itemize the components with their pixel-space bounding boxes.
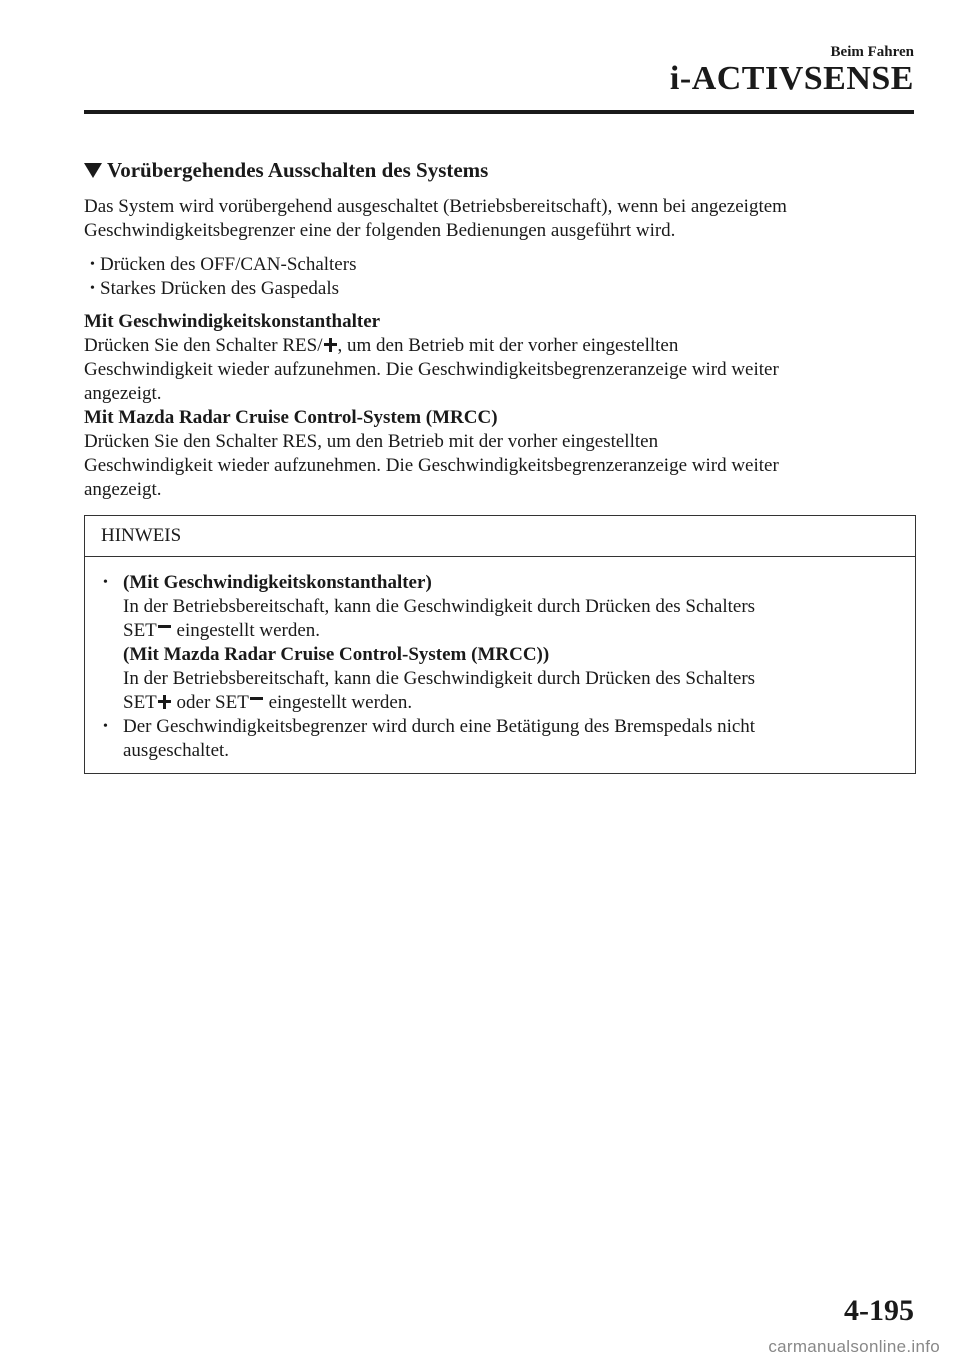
plus-icon bbox=[158, 695, 171, 709]
note-item bbox=[101, 571, 899, 715]
condition-list bbox=[84, 253, 914, 301]
note-heading: Mit Mazda Radar Cruise Control-System (MRCC) bbox=[129, 644, 543, 665]
triangle-down-icon bbox=[84, 163, 102, 178]
minus-icon bbox=[250, 695, 263, 709]
section-heading bbox=[84, 158, 914, 182]
bullet-dot: • bbox=[103, 575, 108, 590]
list-item: • Drücken des OFF/CAN-Schalters bbox=[90, 253, 914, 277]
list-item: • Starkes Drücken des Gaspedals bbox=[90, 277, 914, 301]
mrcc-text: angezeigt. bbox=[84, 479, 162, 500]
note-text: SET bbox=[123, 620, 157, 641]
note-box bbox=[84, 515, 916, 774]
note-title: HINWEIS bbox=[85, 516, 915, 557]
mrcc-text: Geschwindigkeit wieder aufzunehmen. Die Geschwindigkeitsbegrenzeranzeige wird weiter bbox=[84, 455, 779, 476]
page-content bbox=[84, 158, 914, 774]
header-title: i-ACTIVSENSE bbox=[669, 60, 914, 97]
minus-icon bbox=[158, 623, 171, 637]
note-text: In der Betriebsbereitschaft, kann die Geschwindigkeit durch Drücken des Schalters bbox=[123, 668, 756, 689]
intro-line: Geschwindigkeitsbegrenzer eine der folgenden Bedienungen ausgeführt wird. bbox=[84, 220, 676, 241]
note-heading: Mit Geschwindigkeitskonstanthalter bbox=[129, 572, 426, 593]
cruise-text: angezeigt. bbox=[84, 383, 162, 404]
note-text: ausgeschaltet. bbox=[123, 740, 230, 761]
intro-line: Das System wird vorübergehend ausgeschaltet (Betriebsbereitschaft), wenn bei angezeigtem bbox=[84, 196, 787, 217]
note-body bbox=[85, 557, 915, 773]
note-text: eingestellt werden. bbox=[263, 692, 413, 713]
note-text: eingestellt werden. bbox=[171, 620, 321, 641]
bullet-dot: • bbox=[103, 719, 108, 734]
intro-paragraph bbox=[84, 195, 914, 243]
cruise-heading: Mit Geschwindigkeitskonstanthalter bbox=[84, 311, 381, 332]
note-paren: ( bbox=[123, 644, 130, 665]
section-heading-text: Vorübergehendes Ausschalten des Systems bbox=[107, 158, 489, 182]
cruise-paragraph bbox=[84, 310, 914, 406]
note-paren: ) bbox=[425, 572, 432, 593]
mrcc-heading: Mit Mazda Radar Cruise Control-System (MRCC) bbox=[84, 407, 498, 428]
note-item bbox=[101, 715, 899, 763]
page-number: 4-195 bbox=[844, 1294, 914, 1327]
note-text: SET bbox=[123, 692, 157, 713]
header-rule bbox=[84, 110, 914, 114]
cruise-text: , um den Betrieb mit der vorher eingestellten bbox=[337, 335, 679, 356]
note-text: In der Betriebsbereitschaft, kann die Geschwindigkeit durch Drücken des Schalters bbox=[123, 596, 756, 617]
plus-icon bbox=[324, 338, 337, 352]
note-paren: ( bbox=[123, 572, 130, 593]
mrcc-text: Drücken Sie den Schalter RES, um den Betrieb mit der vorher eingestellten bbox=[84, 431, 659, 452]
note-paren: ) bbox=[542, 644, 550, 665]
cruise-text: Drücken Sie den Schalter RES/ bbox=[84, 335, 323, 356]
cruise-text: Geschwindigkeit wieder aufzunehmen. Die Geschwindigkeitsbegrenzeranzeige wird weiter bbox=[84, 359, 779, 380]
note-text: oder SET bbox=[171, 692, 249, 713]
note-text: Der Geschwindigkeitsbegrenzer wird durch eine Betätigung des Bremspedals nicht bbox=[123, 716, 756, 737]
watermark: carmanualsonline.info bbox=[768, 1337, 940, 1356]
header-chapter: Beim Fahren bbox=[830, 44, 914, 60]
mrcc-paragraph bbox=[84, 406, 914, 502]
